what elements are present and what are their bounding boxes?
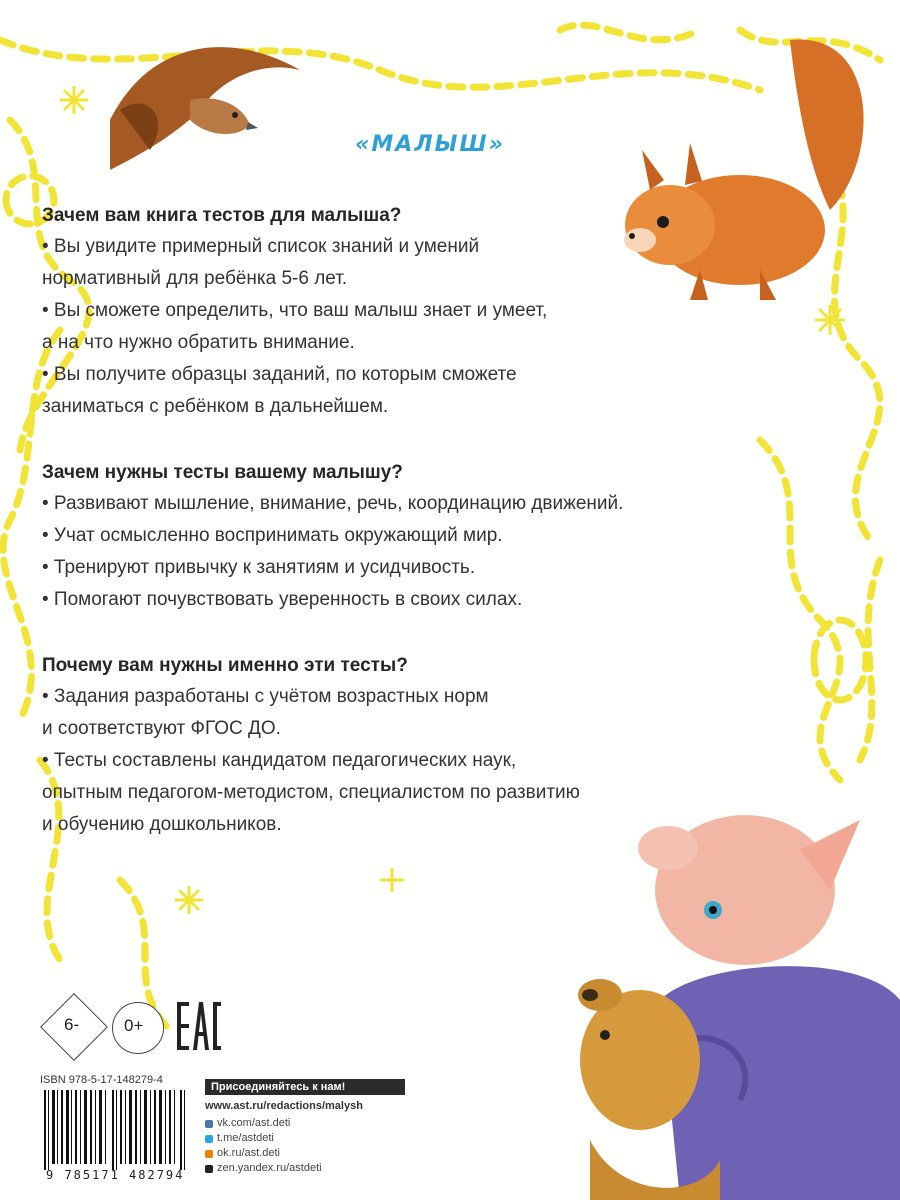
- publisher-logo: «МАЛЫШ»: [355, 132, 505, 157]
- main-text: [42, 200, 762, 875]
- social-links-block: [205, 1079, 405, 1176]
- age-range-label: 6-: [64, 1015, 80, 1034]
- section-heading: Зачем нужны тесты вашему малышу?: [42, 462, 403, 483]
- text-line: опытным педагогом-методистом, специалистом по развитию: [42, 782, 580, 803]
- text-line: • Помогают почувствовать уверенность в своих силах.: [42, 589, 523, 610]
- text-line: • Тесты составлены кандидатом педагогических наук,: [42, 750, 517, 771]
- eac-mark-icon: [175, 1000, 223, 1052]
- age-rating-label: 0+: [124, 1016, 144, 1035]
- text-line: и соответствуют ФГОС ДО.: [42, 718, 281, 739]
- social-link-text: zen.yandex.ru/astdeti: [217, 1162, 322, 1174]
- social-link-text: ok.ru/ast.deti: [217, 1147, 280, 1159]
- text-line: а на что нужно обратить внимание.: [42, 332, 355, 353]
- sparrow-illustration: [110, 47, 300, 170]
- social-link-zen[interactable]: [205, 1161, 405, 1176]
- text-line: • Тренируют привычку к занятиям и усидчивость.: [42, 557, 476, 578]
- ok-icon: [205, 1150, 213, 1158]
- text-line: и обучению дошкольников.: [42, 814, 282, 835]
- publisher-site-link[interactable]: www.ast.ru/redactions/malysh: [205, 1100, 363, 1112]
- telegram-icon: [205, 1135, 213, 1143]
- social-link-text: t.me/astdeti: [217, 1132, 274, 1144]
- vk-icon: [205, 1120, 213, 1128]
- text-line: заниматься с ребёнком в дальнейшем.: [42, 396, 389, 417]
- section-heading: Почему вам нужны именно эти тесты?: [42, 655, 408, 676]
- text-line: • Развивают мышление, внимание, речь, координацию движений.: [42, 493, 624, 514]
- section-heading: Зачем вам книга тестов для малыша?: [42, 205, 402, 226]
- isbn-label: ISBN 978-5-17-148279-4: [40, 1074, 163, 1086]
- text-line: • Учат осмысленно воспринимать окружающий мир.: [42, 525, 503, 546]
- text-line: • Вы сможете определить, что ваш малыш знает и умеет,: [42, 300, 548, 321]
- section-why-book: [42, 200, 762, 423]
- barcode-digits: 9 785171 482794: [46, 1168, 185, 1182]
- zen-icon: [205, 1165, 213, 1173]
- text-line: • Задания разработаны с учётом возрастных норм: [42, 686, 489, 707]
- social-link-ok[interactable]: [205, 1146, 405, 1161]
- barcode-icon: [40, 1090, 200, 1170]
- section-why-tests: [42, 457, 762, 616]
- text-line: • Вы увидите примерный список знаний и умений: [42, 236, 480, 257]
- social-link-vk[interactable]: [205, 1116, 405, 1131]
- social-link-telegram[interactable]: [205, 1131, 405, 1146]
- join-us-banner: Присоединяйтесь к нам!: [205, 1079, 405, 1095]
- text-line: нормативный для ребёнка 5-6 лет.: [42, 268, 348, 289]
- text-line: • Вы получите образцы заданий, по которым сможете: [42, 364, 517, 385]
- social-link-text: vk.com/ast.deti: [217, 1117, 291, 1129]
- section-why-these-tests: [42, 650, 762, 841]
